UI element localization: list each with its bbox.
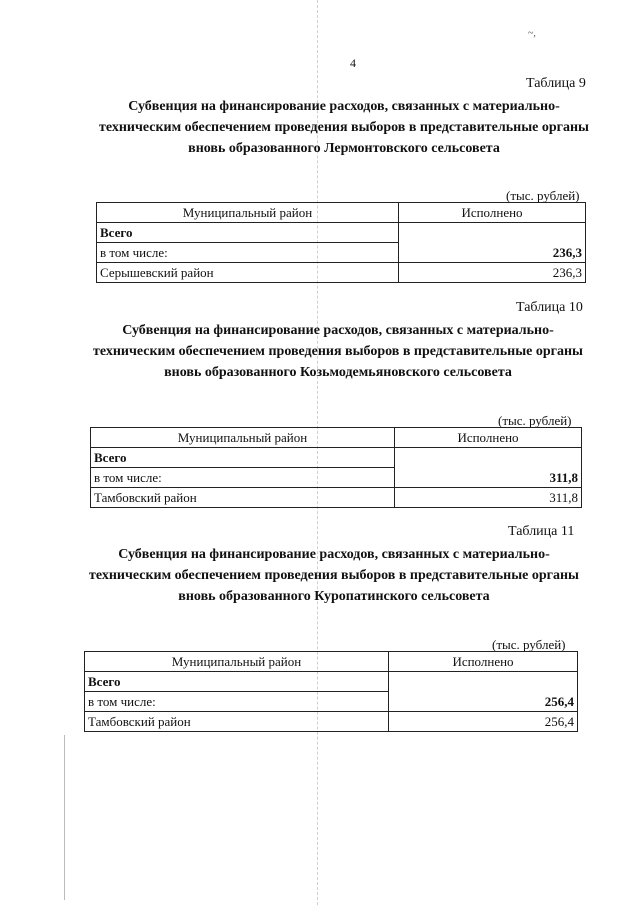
- table-11-units: (тыс. рублей): [492, 637, 566, 652]
- district-value: 256,4: [389, 712, 578, 732]
- district-name: Серышевский район: [97, 263, 399, 283]
- total-label: Всего: [85, 672, 389, 692]
- table-11: [84, 651, 578, 732]
- district-name: Тамбовский район: [85, 712, 389, 732]
- column-header-executed: Исполнено: [399, 203, 586, 223]
- total-label: Всего: [97, 223, 399, 243]
- table-11-heading: Субвенция на финансирование расходов, связанных с материально-техническим обеспечением проведения выборов в представительные органы вновь образованного Куропатинского сельсовета: [89, 547, 579, 604]
- column-header-executed: Исполнено: [395, 428, 582, 448]
- total-value: 311,8: [395, 448, 582, 488]
- table-9: [96, 202, 586, 283]
- table-10-heading: Субвенция на финансирование расходов, связанных с материально-техническим обеспечением проведения выборов в представительные органы вновь образованного Козьмодемьяновского сельсовета: [93, 323, 583, 380]
- page-number: 4: [350, 56, 356, 70]
- including-label: в том числе:: [85, 692, 389, 712]
- including-label: в том числе:: [97, 243, 399, 263]
- total-label: Всего: [91, 448, 395, 468]
- table-9-heading: Субвенция на финансирование расходов, связанных с материально-техническим обеспечением проведения выборов в представительные органы вновь образованного Лермонтовского сельсовета: [99, 99, 589, 156]
- corner-mark: ~,: [528, 28, 536, 39]
- column-header-district: Муниципальный район: [97, 203, 399, 223]
- district-name: Тамбовский район: [91, 488, 395, 508]
- table-11-label: Таблица 11: [508, 524, 575, 539]
- district-value: 311,8: [395, 488, 582, 508]
- including-label: в том числе:: [91, 468, 395, 488]
- scan-margin-line: [64, 735, 65, 900]
- table-10-label: Таблица 10: [516, 300, 583, 315]
- table-9-units: (тыс. рублей): [506, 188, 580, 203]
- column-header-district: Муниципальный район: [91, 428, 395, 448]
- total-value: 236,3: [399, 223, 586, 263]
- table-10-units: (тыс. рублей): [498, 413, 572, 428]
- district-value: 236,3: [399, 263, 586, 283]
- column-header-district: Муниципальный район: [85, 652, 389, 672]
- total-value: 256,4: [389, 672, 578, 712]
- table-9-label: Таблица 9: [526, 76, 586, 91]
- column-header-executed: Исполнено: [389, 652, 578, 672]
- table-10: [90, 427, 582, 508]
